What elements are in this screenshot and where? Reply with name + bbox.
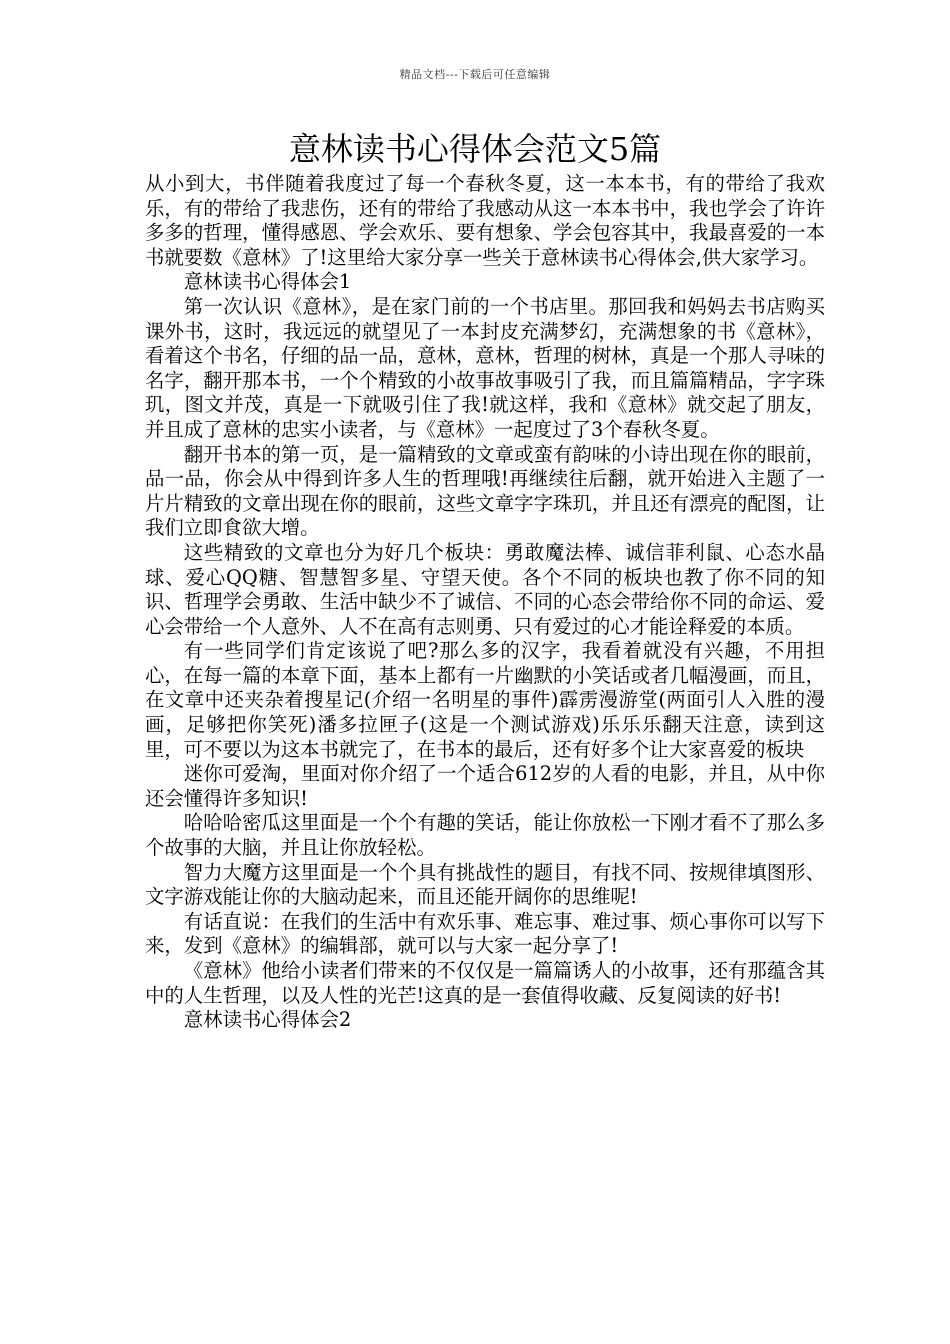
section-heading: 意林读书心得体会1 [183,270,352,294]
body-paragraph: 这些精致的文章也分为好几个板块：勇敢魔法棒、诚信菲利鼠、心态水晶球、爱心QQ糖、智慧智多星、守望天使。各个不同的板块也教了你不同的知识、哲理学会勇敢、生活中缺少不了诚信、不同的心态会带给你不同的命运、爱心会带给一个人意外、人不在高有志则勇、只有爱过的心才能诠释爱的本质。 [145,540,825,638]
document-body [145,172,825,1033]
body-paragraph: 有一些同学们肯定该说了吧?那么多的汉字，我看着就没有兴趣，不用担心，在每一篇的本章下面，基本上都有一片幽默的小笑话或者几幅漫画，而且，在文章中还夹杂着搜星记(介绍一名明星的事件)霹雳漫游堂(两面引人入胜的漫画，足够把你笑死)潘多拉匣子(这是一个测试游戏)乐乐乐翻天注意，读到这里，可不要以为这本书就完了，在书本的最后，还有好多个让大家喜爱的板块 [145,639,825,761]
body-paragraph: 哈哈哈密瓜这里面是一个个有趣的笑话，能让你放松一下刚才看不了那么多个故事的大脑，并且让你放轻松。 [145,811,825,860]
body-paragraph: 从小到大，书伴随着我度过了每一个春秋冬夏，这一本本书，有的带给了我欢乐，有的带给了我悲伤，还有的带给了我感动从这一本本书中，我也学会了许许多多的哲理，懂得感恩、学会欢乐、要有想象、学会包容其中，我最喜爱的一本书就要数《意林》了!这里给大家分享一些关于意林读书心得体会,供大家学习。 [145,172,825,269]
body-paragraph: 第一次认识《意林》，是在家门前的一个书店里。那回我和妈妈去书店购买课外书，这时，我远远的就望见了一本封皮充满梦幻，充满想象的书《意林》，看着这个书名，仔细的品一品，意林，意林，哲理的树林，真是一个那人寻味的名字，翻开那本书，一个个精致的小故事故事吸引了我，而且篇篇精品，字字珠玑，图文并茂，真是一下就吸引住了我!就这样，我和《意林》就交起了朋友，并且成了意林的忠实小读者，与《意林》一起度过了3个春秋冬夏。 [145,294,825,441]
section-heading: 意林读书心得体会2 [183,1008,352,1032]
body-paragraph: 智力大魔方这里面是一个个具有挑战性的题目，有找不同、按规律填图形、文字游戏能让你的大脑动起来，而且还能开阔你的思维呢! [145,860,825,909]
body-paragraph: 有话直说：在我们的生活中有欢乐事、难忘事、难过事、烦心事你可以写下来，发到《意林》的编辑部，就可以与大家一起分享了! [145,909,825,958]
body-paragraph: 《意林》他给小读者们带来的不仅仅是一篇篇诱人的小故事，还有那蕴含其中的人生哲理，以及人性的光芒!这真的是一套值得收藏、反复阅读的好书! [145,959,825,1007]
header-note: 精品文档---下载后可任意编辑 [399,68,551,81]
body-paragraph: 迷你可爱淘，里面对你介绍了一个适合612岁的人看的电影，并且，从中你还会懂得许多知识! [145,762,825,810]
document-title: 意林读书心得体会范文5篇 [288,130,662,168]
body-paragraph: 翻开书本的第一页，是一篇精致的文章或蛮有韵味的小诗出现在你的眼前，品一品，你会从中得到许多人生的哲理哦!再继续往后翻，就开始进入主题了一片片精致的文章出现在你的眼前，这些文章字字珠玑，并且还有漂亮的配图，让我们立即食欲大增。 [145,442,825,540]
